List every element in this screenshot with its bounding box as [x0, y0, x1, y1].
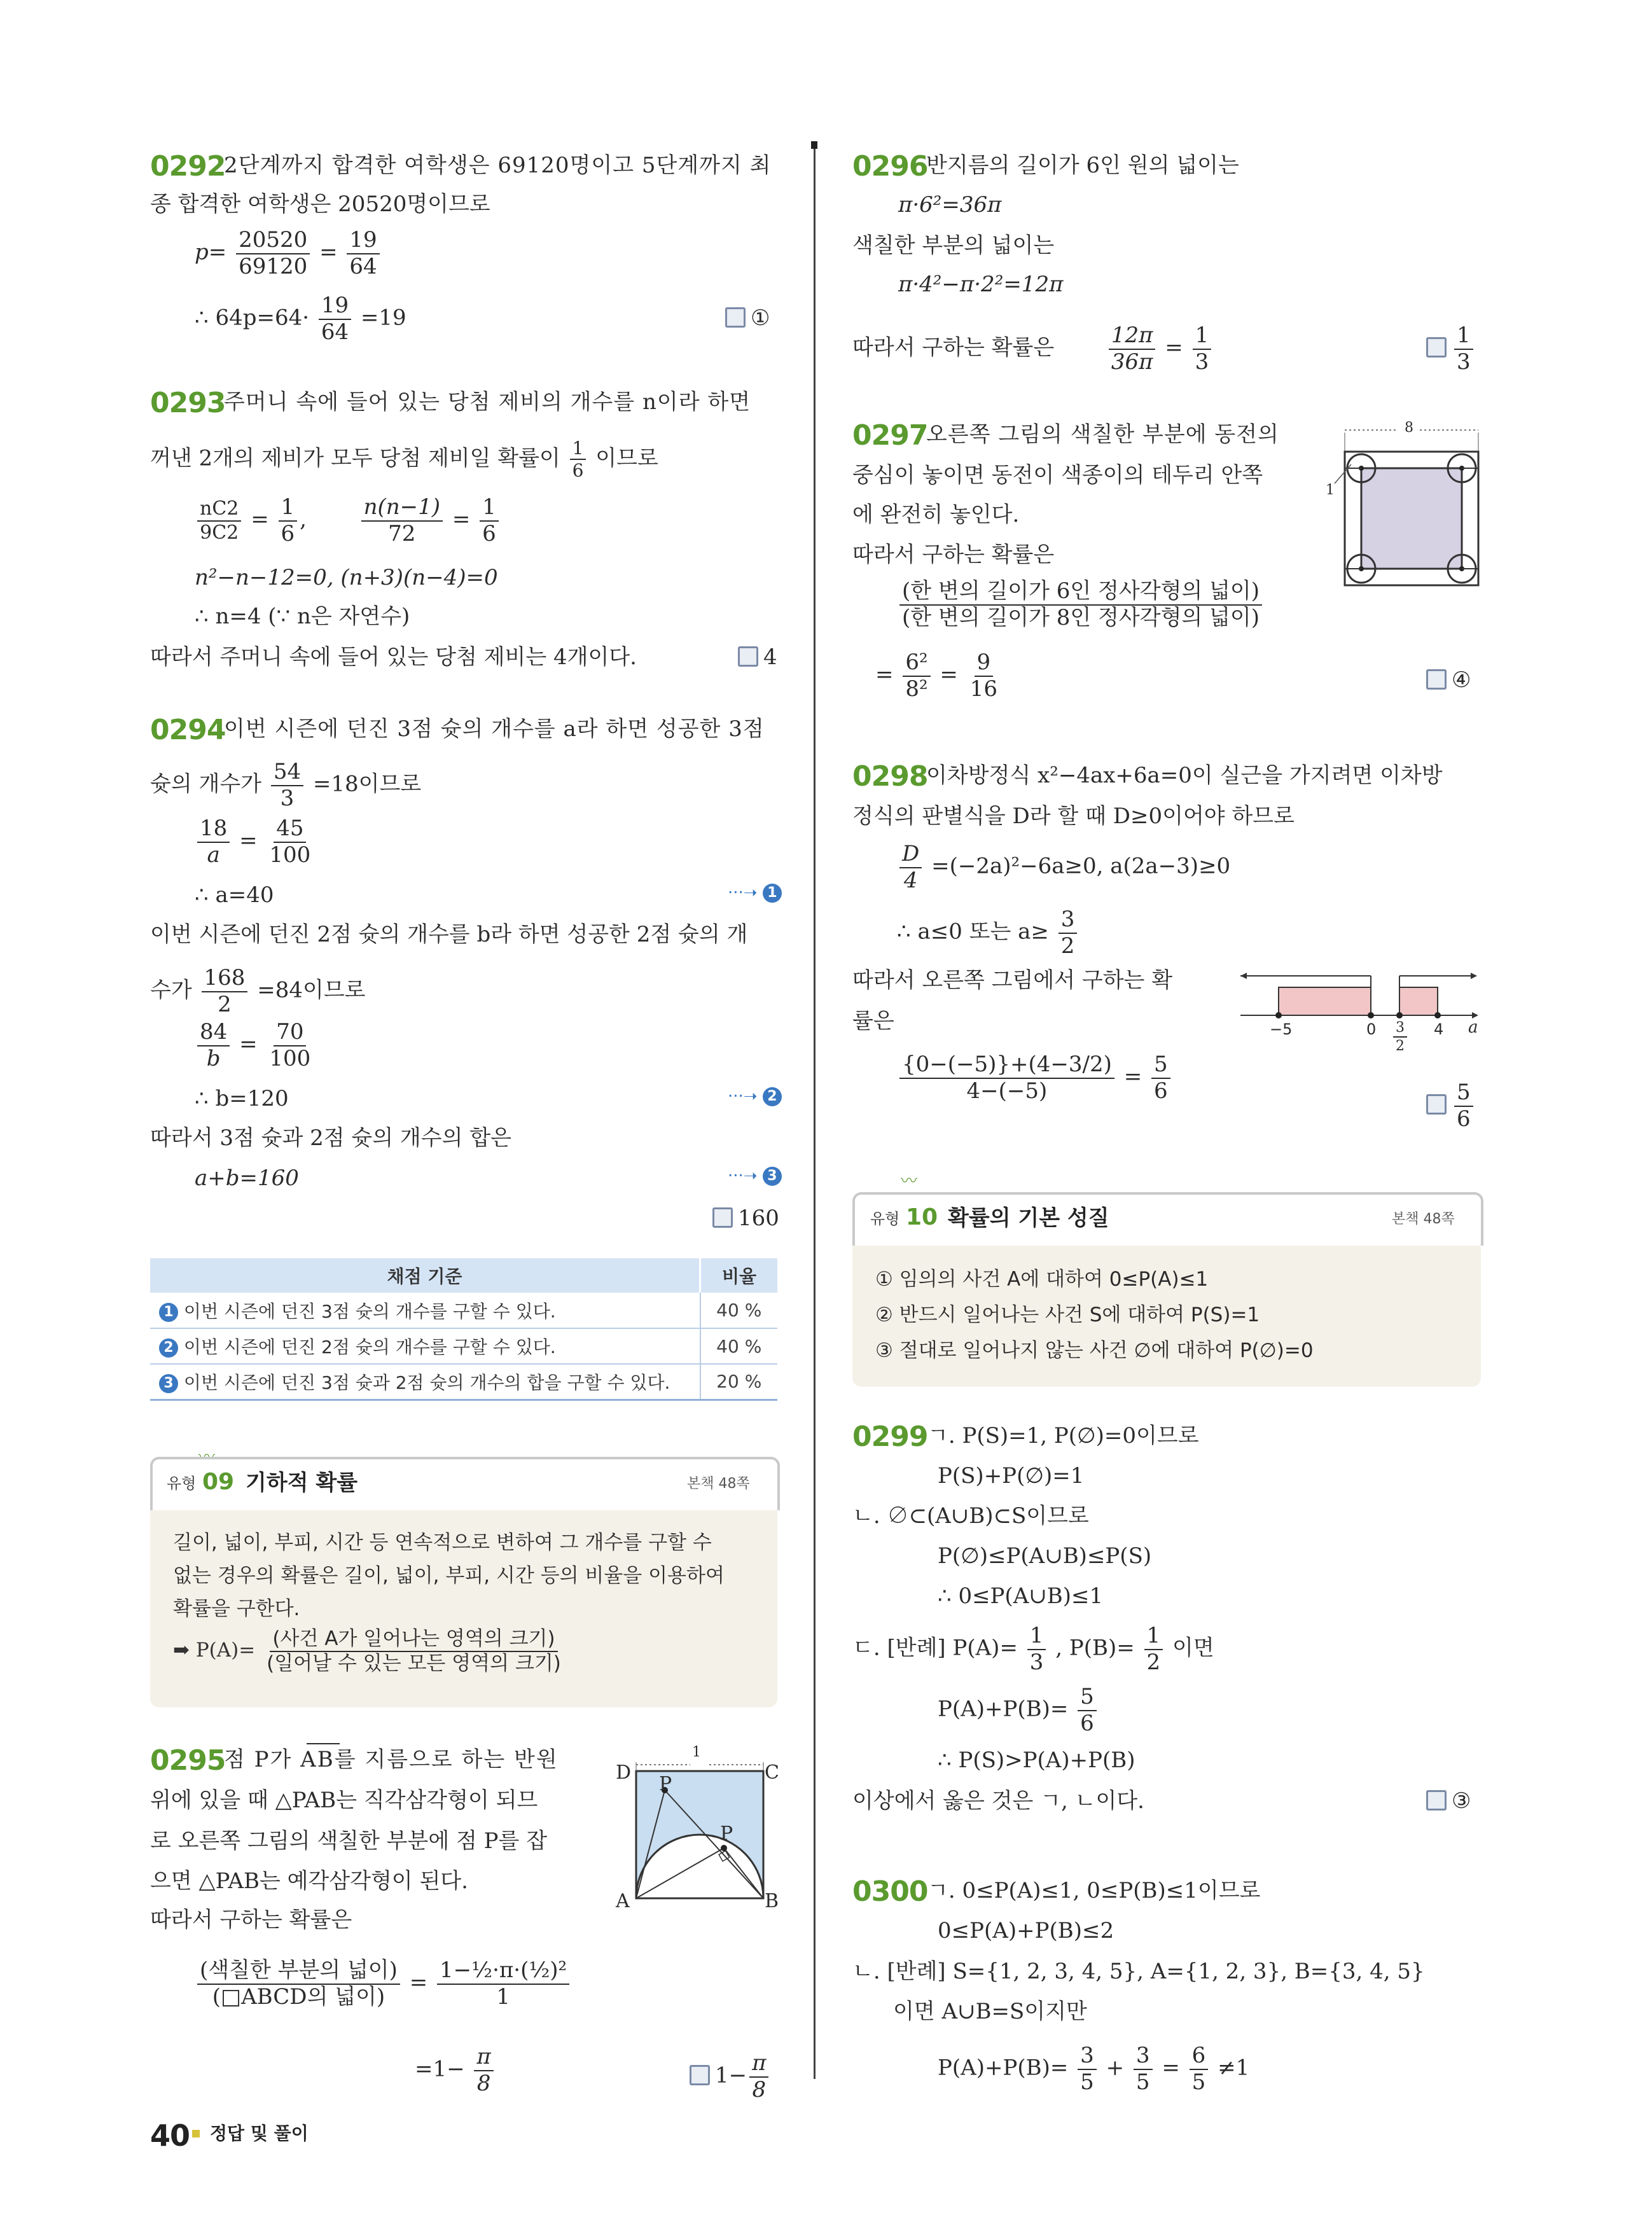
text: ㄷ. [반례] P(A)= [852, 1635, 1018, 1661]
answer-icon [1426, 1790, 1447, 1811]
p0294-eq3: $\frac{84}{b}$ = $\frac{70}{100}$ [195, 1021, 316, 1070]
problem-number-0295: 0295 [150, 1744, 226, 1777]
p0300-line4: 이면 A∪B=S이지만 [893, 1999, 1087, 2024]
fig-label-A: A [616, 1890, 630, 1912]
divider-dot [811, 141, 817, 149]
type10-title: 확률의 기본 성질 [948, 1206, 1109, 1231]
fraction: $\frac{9}{16}$ [969, 650, 997, 702]
fig-label-B: B [765, 1890, 779, 1912]
ratio-value: 40 % [716, 1335, 762, 1357]
criteria-text: 이번 시즌에 던진 3점 슛의 개수를 구할 수 있다. [183, 1300, 556, 1322]
text: + [1106, 2055, 1125, 2081]
p0295-line2: 위에 있을 때 △PAB는 직각삼각형이 되므 [150, 1788, 538, 1813]
answer-0294 [712, 1207, 779, 1230]
type09-line1: 길이, 넓이, 부피, 시간 등 연속적으로 변하여 그 개수를 구할 수 [173, 1531, 712, 1554]
type09-line3: 확률을 구한다. [173, 1597, 300, 1620]
step-circle: 3 [763, 1167, 782, 1186]
p0296-line5: 따라서 구하는 확률은 $\frac{12\pi}{36\pi}$ = $\frac{1}{3}$ [852, 324, 1214, 373]
p0296-eq2: π·4²−π·2²=12π [898, 272, 1064, 297]
text: , P(B)= [1055, 1635, 1135, 1661]
fraction: $\frac{1}{6}$ [480, 496, 499, 545]
p0297-line3: 에 완전히 놓인다. [852, 502, 1020, 527]
p0300-line5 [938, 2045, 1249, 2094]
step-circle: 2 [159, 1338, 178, 1358]
coin-square-figure [1326, 414, 1489, 592]
zigzag-icon: 〰 [901, 1172, 918, 1191]
problem-number-0298: 0298 [852, 760, 928, 793]
problem-number-0300: 0300 [852, 1875, 928, 1908]
p0299-line5: ∴ 0≤P(A∪B)≤1 [938, 1583, 1104, 1609]
p0293-eq3: ∴ n=4 (∵ n은 자연수) [195, 604, 410, 629]
answer-0297 [1426, 669, 1471, 692]
fraction: $\frac{18}{a}$ [197, 817, 230, 866]
p0294-line1: 이번 시즌에 던진 3점 슛의 개수를 a라 하면 성공한 3점 [224, 716, 765, 742]
footer-square-icon [192, 2130, 200, 2137]
text: P(A)+P(B)= [938, 2055, 1069, 2081]
p0294-line5: 이번 시즌에 던진 2점 슛의 개수를 b라 하면 성공한 2점 슛의 개 [150, 922, 748, 947]
text: P(A)+P(B)= [938, 1696, 1069, 1722]
p0294-line2 [150, 761, 421, 810]
text: =84이므로 [257, 977, 366, 1003]
fig-label-three-halves [1391, 1020, 1410, 1053]
p0300-line2: 0≤P(A)+P(B)≤2 [938, 1918, 1114, 1943]
type09-ref: 본책 48쪽 [687, 1476, 750, 1492]
type09-header-box [150, 1457, 780, 1510]
p0300-line3: ㄴ. [반례] S={1, 2, 3, 4, 5}, A={1, 2, 3}, B={3, 4, 5} [852, 1959, 1425, 1984]
type10-header-box [852, 1192, 1483, 1246]
answer-icon [1426, 1094, 1447, 1115]
fraction: $\frac{3}{5}$ [1078, 2045, 1097, 2094]
text: ≠1 [1218, 2055, 1250, 2081]
text: 이므로 [595, 445, 658, 471]
p0297-line4: 따라서 구하는 확률은 [852, 542, 1055, 567]
overline-ab [307, 1743, 340, 1744]
p0299-line3: ㄴ. ∅⊂(A∪B)⊂S이므로 [852, 1503, 1089, 1529]
p0297-line1: 오른쪽 그림의 색칠한 부분에 동전의 [926, 422, 1279, 447]
text: 수가 [150, 977, 192, 1003]
p0299-line9: 이상에서 옳은 것은 ㄱ, ㄴ이다. [852, 1788, 1144, 1814]
type09-label: 유형 [167, 1475, 197, 1492]
text: =(−2a)²−6a≥0, a(2a−3)≥0 [931, 853, 1231, 879]
p0295-line4: 으면 △PAB는 예각삼각형이 된다. [150, 1868, 468, 1894]
fig-label-one: 1 [692, 1744, 701, 1760]
p0294-eq4: ∴ b=120 [195, 1086, 289, 1111]
type10-number: 10 [906, 1204, 938, 1230]
p0299-line6 [852, 1625, 1214, 1674]
answer-value: 1− [715, 2062, 747, 2089]
number-line-figure [1240, 963, 1482, 1059]
fig-label-D: D [616, 1762, 632, 1784]
answer-icon [738, 646, 758, 667]
fraction: $\frac{5}{6}$ [1454, 1081, 1473, 1130]
p0296-line1: 반지름의 길이가 6인 원의 넓이는 [926, 153, 1239, 178]
answer-value: ④ [1452, 667, 1471, 693]
p0296-line3: 색칠한 부분의 넓이는 [852, 233, 1055, 258]
page-number: 40 [150, 2118, 190, 2153]
type09-line2: 없는 경우의 확률은 길이, 넓이, 부피, 시간 등의 비율을 이용하여 [173, 1564, 725, 1587]
answer-0298 [1426, 1081, 1476, 1130]
table-header-criteria: 채점 기준 [150, 1258, 700, 1293]
fraction: $\frac{\text{(사건 A가 일어나는 영역의 크기)}}{\text{(일어날 수 있는 모든 영역의 크기)}}$ [267, 1627, 561, 1675]
p0295-line3: 로 오른쪽 그림의 색칠한 부분에 점 P를 잡 [150, 1828, 548, 1854]
criteria-text: 이번 시즌에 던진 2점 슛의 개수를 구할 수 있다. [183, 1337, 556, 1358]
fraction: $\frac{168}{2}$ [202, 967, 248, 1016]
fig-label-P1: P [659, 1773, 672, 1795]
fraction: $\frac{5}{6}$ [1151, 1053, 1170, 1102]
p-var: p= [195, 239, 227, 265]
p0295-line5: 따라서 구하는 확률은 [150, 1907, 352, 1933]
p0299-line1: ㄱ. P(S)=1, P(∅)=0이므로 [927, 1423, 1199, 1449]
step-circle: 1 [763, 884, 782, 903]
p0295-eq1: $\frac{\text{(색칠한 부분의 넓이)}}{\text{(□ABCD의 넓이)}}$ = $\frac{\text{1−½·π·(½)²}}{1}$ [195, 1959, 572, 2008]
footer-title: 정답 및 풀이 [210, 2123, 309, 2144]
text: 따라서 구하는 확률은 [852, 335, 1055, 361]
text: = [1162, 2055, 1180, 2081]
fig-label-C: C [765, 1762, 779, 1784]
p0299-line7 [938, 1686, 1099, 1735]
type09-formula [173, 1629, 566, 1674]
answer-icon [712, 1207, 733, 1228]
p0293-line6: 따라서 주머니 속에 들어 있는 당첨 제비는 4개이다. [150, 644, 637, 670]
fraction: $\frac{20520}{69120}$ [236, 229, 310, 278]
fraction: $\frac{84}{b}$ [197, 1021, 230, 1070]
fraction: $\frac{3}{5}$ [1134, 2045, 1153, 2094]
fraction: $\frac{\{0-(-5)\}+(4-3/2)}{4-(-5)}$ [899, 1053, 1114, 1102]
fraction: $\frac{5}{6}$ [1078, 1686, 1097, 1735]
fraction: $\frac{12\pi}{36\pi}$ [1109, 324, 1156, 373]
column-divider [814, 145, 816, 2079]
fig-label-a: a [1468, 1018, 1478, 1037]
fraction: $\frac{1}{3}$ [1193, 324, 1212, 373]
answer-value: ③ [1452, 1788, 1471, 1814]
step-circle: 3 [159, 1374, 178, 1393]
fraction: $\frac{3}{2}$ [1393, 1020, 1407, 1053]
problem-number-0299: 0299 [852, 1421, 928, 1453]
p0292-line2: 종 합격한 여학생은 20520명이므로 [150, 191, 490, 217]
type09-number: 09 [202, 1469, 235, 1495]
table-row [150, 1293, 777, 1328]
answer-icon [690, 2065, 710, 2085]
fig-label-four: 4 [1434, 1020, 1444, 1038]
fig-label-zero: 0 [1366, 1020, 1377, 1038]
type10-label: 유형 [870, 1210, 900, 1228]
p0293-eq2: n²−n−12=0, (n+3)(n−4)=0 [195, 565, 498, 590]
text: =1− [415, 2056, 465, 2082]
answer-icon [1426, 669, 1447, 690]
fraction: $\frac{1}{6}$ [570, 439, 587, 480]
p0297-eq2: = $\frac{\text{6²}}{\text{8²}}$ = $\frac{9}{16}$ [875, 651, 1003, 700]
answer-icon [725, 307, 746, 328]
p0294-eq2: ∴ a=40 [195, 882, 274, 908]
ratio-value: 20 % [716, 1371, 762, 1393]
p0296-eq1: π·6²=36π [898, 192, 1002, 218]
eq-text: =19 [360, 305, 406, 331]
p0298-line6: 률은 [852, 1008, 894, 1034]
problem-number-0296: 0296 [852, 150, 928, 183]
fraction: $\frac{19}{64}$ [319, 295, 351, 344]
answer-0293 [738, 646, 777, 669]
answer-0299 [1426, 1790, 1471, 1812]
fig-label-minus5: −5 [1270, 1020, 1293, 1038]
p0298-line5: 따라서 오른쪽 그림에서 구하는 확 [852, 968, 1173, 993]
p0298-line1: 이차방정식 x²−4ax+6a=0이 실근을 가지려면 이차방 [926, 763, 1443, 788]
p0298-line2: 정식의 판별식을 D라 할 때 D≥0이어야 하므로 [852, 803, 1295, 829]
text: 꺼낸 2개의 제비가 모두 당첨 제비일 확률이 [150, 445, 560, 471]
p0300-line1: ㄱ. 0≤P(A)≤1, 0≤P(B)≤1이므로 [927, 1878, 1261, 1903]
p0299-line4: P(∅)≤P(A∪B)≤P(S) [938, 1543, 1152, 1569]
fraction: $\frac{\text{(색칠한 부분의 넓이)}}{\text{(□ABCD의 넓이)}}$ [197, 1959, 400, 2008]
fraction: $\frac{1}{3}$ [1454, 324, 1473, 373]
fig-label-eight: 8 [1405, 420, 1413, 436]
fraction: $\frac{\pi}{8}$ [749, 2052, 768, 2101]
type09-title: 기하적 확률 [246, 1470, 358, 1496]
fraction: $\frac{nC2}{9C2}$ [197, 499, 241, 543]
table-header-ratio: 비율 [721, 1266, 757, 1287]
p0299-line2: P(S)+P(∅)=1 [938, 1463, 1085, 1489]
p0292-eq1 [195, 229, 382, 278]
eq-text: ∴ 64p=64· [195, 305, 310, 331]
fraction: $\frac{\text{(한 변의 길이가 6인 정사각형의 넓이)}}{\text{(한 변의 길이가 8인 정사각형의 넓이)}}$ [899, 580, 1262, 629]
fraction: $\frac{D}{4}$ [899, 843, 922, 892]
p0297-eq1 [897, 580, 1265, 629]
answer-icon [1426, 337, 1447, 358]
equals: = [452, 506, 471, 532]
p0298-eq3: $\frac{\{0-(-5)\}+(4-3/2)}{4-(-5)}$ = $\frac{5}{6}$ [897, 1053, 1173, 1102]
p0294-line9: 따라서 3점 슛과 2점 슛의 개수의 합은 [150, 1125, 511, 1151]
p0293-line2 [150, 439, 658, 480]
fraction: $\frac{6}{5}$ [1190, 2045, 1209, 2094]
problem-number-0297: 0297 [852, 419, 928, 452]
p0298-eq1 [897, 843, 1230, 892]
fraction: $\frac{\pi}{8}$ [474, 2046, 493, 2095]
answer-value: ① [751, 305, 770, 331]
p0295-line1: 점 P가 AB를 지름으로 하는 반원 [224, 1747, 559, 1772]
text: 이면 [1172, 1635, 1214, 1661]
answer-0295 [690, 2052, 771, 2101]
answer-value: 4 [763, 644, 777, 670]
fig-label-P2: P [720, 1823, 733, 1845]
step-circle: 2 [763, 1087, 782, 1106]
p0293-line1: 주머니 속에 들어 있는 당첨 제비의 개수를 n이라 하면 [224, 389, 751, 415]
step-circle: 1 [159, 1303, 178, 1322]
step-marker-1: ···➝ 1 [728, 884, 782, 903]
fraction: $\frac{45}{100}$ [269, 816, 311, 868]
problem-number-0292: 0292 [150, 150, 226, 183]
p0294-line6 [150, 967, 366, 1016]
answer-value: 160 [738, 1206, 779, 1231]
fraction: $\frac{1}{3}$ [1027, 1625, 1046, 1674]
p0297-line2: 중심이 놓이면 동전이 색종이의 테두리 안쪽 [852, 462, 1263, 488]
equals: = [251, 506, 269, 532]
fraction: $\frac{n(n-1)}{72}$ [361, 496, 443, 545]
fraction: $\frac{\text{6²}}{\text{8²}}$ [903, 651, 930, 700]
text: =18이므로 [312, 771, 422, 797]
criteria-text: 이번 시즌에 던진 3점 슛과 2점 슛의 개수의 합을 구할 수 있다. [183, 1372, 670, 1393]
p0293-eq1: $\frac{nC2}{9C2}$ = $\frac{1}{6}$ , $\frac{n(n-1)}{72}$ = $\frac{1}{6}$ [195, 496, 501, 545]
problem-number-0294: 0294 [150, 714, 226, 746]
step-marker-2: ···➝ 2 [728, 1087, 782, 1106]
p0294-eq5: a+b=160 [195, 1165, 299, 1191]
fraction: $\frac{54}{3}$ [271, 761, 303, 810]
equals: = [319, 239, 338, 265]
p0298-eq2 [897, 908, 1079, 957]
fraction: $\frac{1}{6}$ [279, 496, 298, 545]
type10-ref: 본책 48쪽 [1392, 1211, 1455, 1227]
scoring-table [150, 1258, 777, 1401]
problem-number-0293: 0293 [150, 387, 226, 419]
type10-item3: ③ 절대로 일어나지 않는 사건 ∅에 대하여 P(∅)=0 [875, 1339, 1314, 1362]
fraction: $\frac{70}{100}$ [269, 1019, 311, 1071]
type10-item1: ① 임의의 사건 A에 대하여 0≤P(A)≤1 [875, 1268, 1209, 1291]
fraction: $\frac{1}{2}$ [1144, 1625, 1163, 1674]
p0292-line1: 2단계까지 합격한 여학생은 69120명이고 5단계까지 최 [224, 153, 772, 178]
answer-0296 [1426, 324, 1476, 373]
fraction: $\frac{19}{64}$ [347, 229, 379, 278]
table-row [150, 1328, 777, 1364]
fraction: $\frac{3}{2}$ [1059, 908, 1078, 957]
p0299-line8: ∴ P(S)>P(A)+P(B) [938, 1748, 1135, 1773]
text: 슛의 개수가 [150, 771, 262, 797]
p0292-eq2 [195, 295, 406, 344]
fig-label-one: 1 [1326, 482, 1335, 498]
p0294-eq1: $\frac{18}{a}$ = $\frac{45}{100}$ [195, 817, 316, 866]
step-marker-3: ···➝ 3 [728, 1167, 782, 1186]
ratio-value: 40 % [716, 1300, 762, 1321]
text: ∴ a≤0 또는 a≥ [897, 919, 1049, 945]
p0295-eq2 [415, 2046, 496, 2095]
semicircle-figure [611, 1743, 782, 1915]
text: ➡ P(A)= [173, 1639, 256, 1662]
fraction: $\frac{\text{1−½·π·(½)²}}{1}$ [437, 1959, 569, 2008]
answer-0292 [725, 307, 770, 330]
table-row [150, 1364, 777, 1400]
type10-item2: ② 반드시 일어나는 사건 S에 대하여 P(S)=1 [875, 1303, 1260, 1326]
